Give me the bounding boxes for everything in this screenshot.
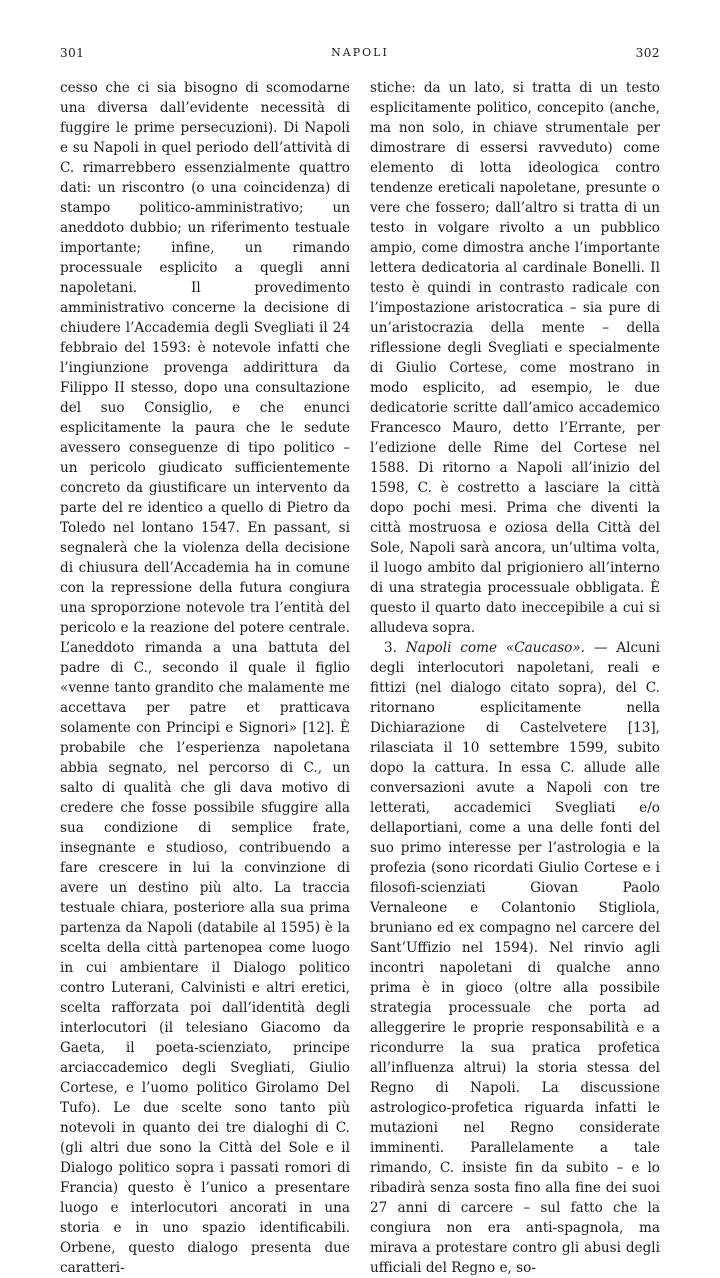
- section-number: 3.: [384, 640, 397, 656]
- right-paragraph-1: stiche: da un lato, si tratta di un testo esplicitamente politico, concepito (anche, ma non solo, in chiave strumentale per dimostrare di essersi ravveduto) come elemento di lotta ideologica contro tendenze ereticali napoletane, presunte o vere che fossero; dall’altro si tratta di un testo in volgare rivolto a un pubblico ampio, come dimostra anche l’importante lettera dedicatoria al cardinale Bonelli. Il testo è quindi in contrasto radicale con l’impostazione aristocratica – sia pure di un’aristocrazia della mente – della riflessione degli Svegliati e specialmente di Giulio Cortese, come mostrano in modo esplicito, ad esempio, le due dedicatorie scritte dall’amico accademico Francesco Mauro, detto l’Errante, per l’edizione delle Rime del Cortese nel 1588. Di ritorno a Napoli all’inizio del 1598, C. è costretto a lasciare la città dopo pochi mesi. Prima che diventi la città mostruosa e oziosa della Città del Sole, Napoli sarà ancora, un’ultima volta, il luogo ambito dal prigioniero all’interno di una strategia processuale obbligata. È questo il quarto dato ineccepibile a cui si alludeva sopra.: [370, 80, 660, 636]
- section-title: Napoli come «Caucaso».: [405, 640, 586, 656]
- page-number-right: 302: [635, 46, 660, 60]
- right-column: [370, 78, 660, 1278]
- left-column-text: cesso che ci sia bisogno di scomodarne una diversa dall’evidente necessità di fuggire le prime persecuzioni). Di Napoli e su Napoli in quel periodo dell’attività di C. rimarrebbero essenzialmente quattro dati: un riscontro (o una coincidenza) di stampo politico-amministrativo; un aneddoto dubbio; un riferimento testuale importante; infine, un rimando processuale esplicito a quegli anni napoletani. Il provedimento amministrativo concerne la decisione di chiudere l’Accademia degli Svegliati il 24 febbraio del 1593: è notevole infatti che l’ingiunzione provenga addirittura da Filippo II stesso, dopo una consultazione del suo Consiglio, e che enunci esplicitamente la paura che le sedute avessero conseguenze di tipo politico – un pericolo giudicato sufficientemente concreto da giustificare un intervento da parte del re identico a quello di Pietro da Toledo nel lontano 1547. En passant, si segnalerà che la violenza della decisione di chiusura dell’Accademia ha in comune con la repressione della futura congiura una sproporzione notevole tra l’entità del pericolo e la reazione del potere centrale. L’aneddoto rimanda a una battuta del padre di C., secondo il quale il figlio «venne tanto grandito che malamente me accettava per patre et pratticava solamente con Principi e Signori» [12]. È probabile che l’esperienza napoletana abbia segnato, nel percorso di C., un salto di qualità che gli dava motivo di credere che fosse possibile sfuggire alla sua condizione di semplice frate, insegnante e studioso, contribuendo a fare crescere in lui la convinzione di avere un destino più alto. La traccia testuale chiara, posteriore alla sua prima partenza da Napoli (databile al 1595) è la scelta della città partenopea come luogo in cui ambientare il Dialogo politico contro Luterani, Calvinisti e altri eretici, scelta rafforzata poi dall’identità degli interlocutori (il telesiano Giacomo da Gaeta, il poeta-scienziato, principe arciaccademico degli Svegliati, Giulio Cortese, e l’uomo politico Girolamo Del Tufo). Le due scelte sono tanto più notevoli in quanto dei tre dialoghi di C. (gli altri due sono la Città del Sole e il Dialogo politico sopra i passati romori di Francia) questo è l’unico a presentare luogo e interlocutori ancorati in una storia e in uno spazio identificabili. Orbene, questo dialogo presenta due caratteri-: [60, 80, 350, 1276]
- section-body: — Alcuni degli interlocutori napoletani, reali e fittizi (nel dialogo citato sopra), del C. ritornano esplicitamente nella Dichiarazione di Castelvetere [13], rilasciata il 10 settembre 1599, subito dopo la cattura. In essa C. allude alle conversazioni avute a Napoli con tre letterati, accademici Svegliati e/o dellaportiani, come a una delle fonti del suo primo interesse per l’astrologia e la profezia (sono ricordati Giulio Cortese e i filosofi-scienziati Giovan Paolo Vernaleone e Colantonio Stigliola, bruniano ed ex compagno nel carcere del Sant’Uffizio nel 1594). Nel rinvio agli incontri napoletani di qualche anno prima è in gioco (oltre alla possibile strategia processuale che porta ad alleggerire le proprie responsabilità e a ricondurre la sua pratica profetica all’influenza altrui) la storia stessa del Regno di Napoli. La discussione astrologico-profetica riguarda infatti le mutazioni nel Regno considerate imminenti. Parallelamente a tale rimando, C. insiste fin da subito – e lo ribadirà senza sosta fino alla fine dei suoi 27 anni di carcere – sul fatto che la congiura non era anti-spagnola, ma mirava a protestare contro gli abusi degli ufficiali del Regno e, so-: [370, 640, 660, 1276]
- right-paragraph-2: [370, 638, 660, 1278]
- running-title: NAPOLI: [331, 46, 389, 59]
- page-number-left: 301: [60, 46, 85, 60]
- left-column: [60, 78, 350, 1278]
- running-header: [60, 46, 660, 62]
